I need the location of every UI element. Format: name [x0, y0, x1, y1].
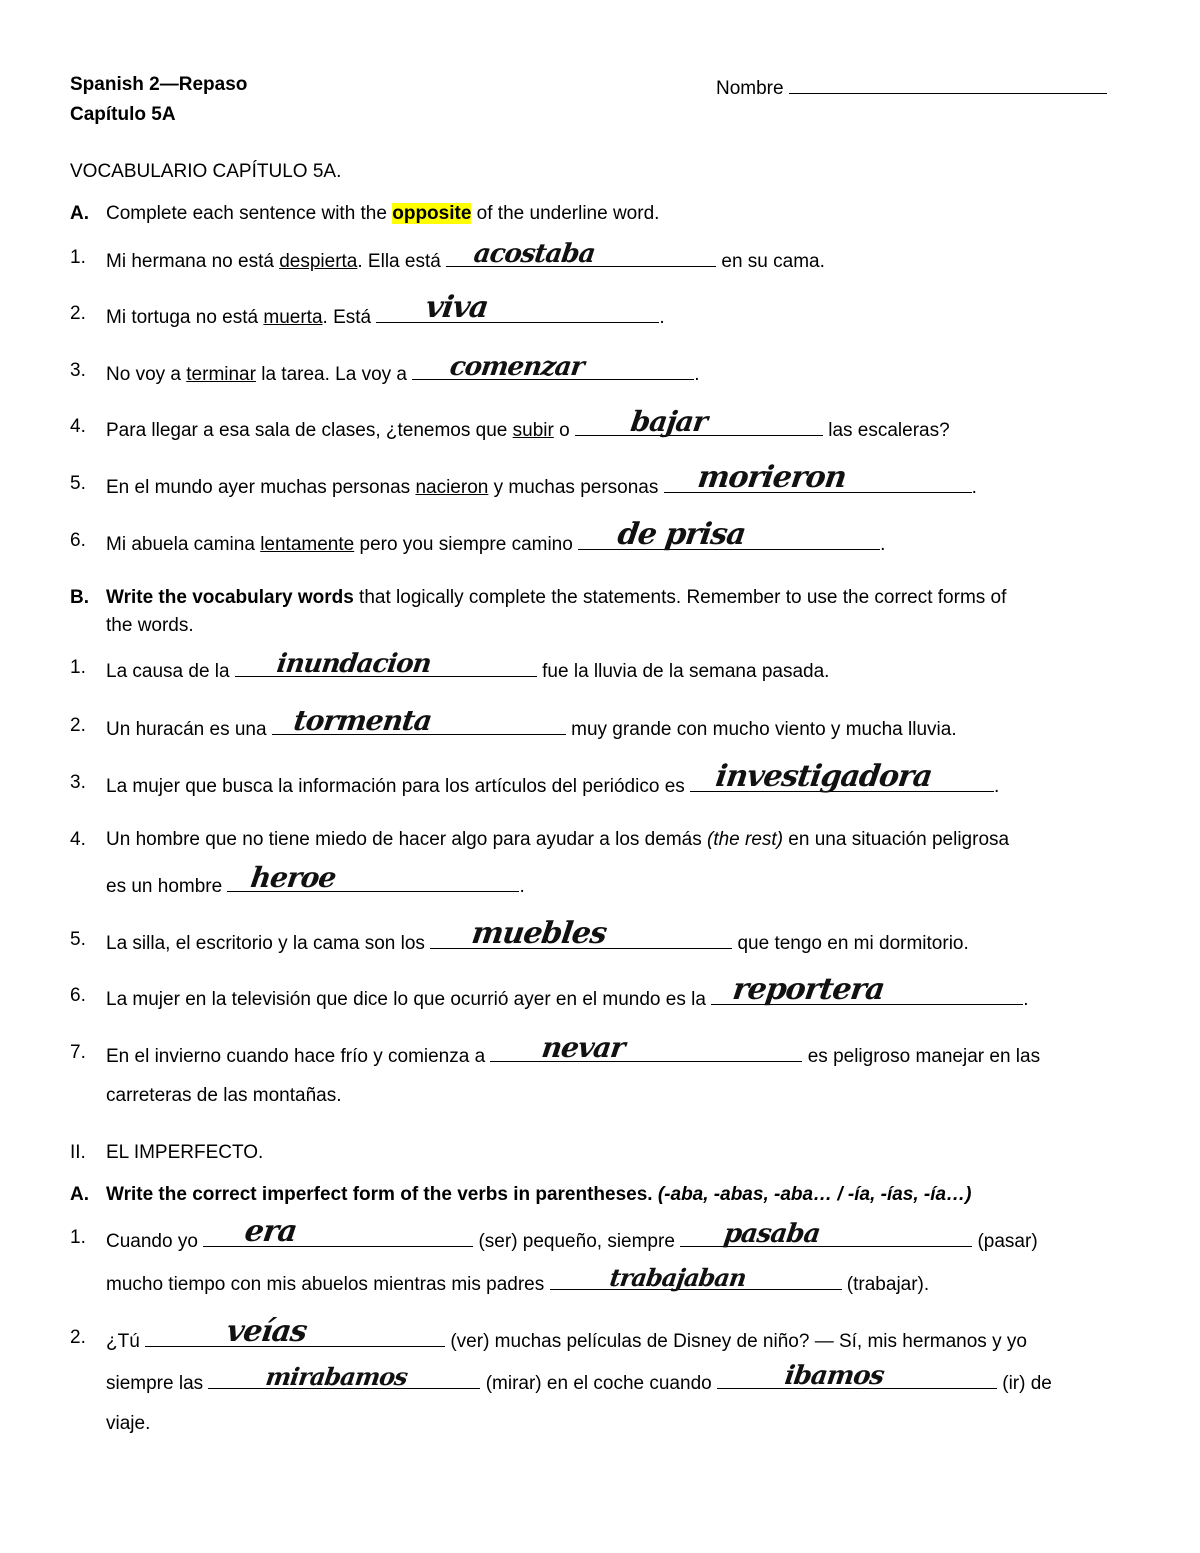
- vocabA-item-1: 1. Mi hermana no está despierta. Ella está acostaba en su cama.: [70, 239, 825, 272]
- vocabA-item-5: 5. En el mundo ayer muchas personas nacieron y muchas personas morieron .: [70, 460, 977, 498]
- vocabA-item-6: 6. Mi abuela camina lentamente pero you siempre camino de prisa .: [70, 517, 886, 555]
- answer-blank[interactable]: [550, 1263, 842, 1292]
- name-label: Nombre: [716, 78, 784, 99]
- vocabB-item-3: 3. La mujer que busca la información para los artículos del periódico es investigadora .: [70, 759, 1000, 797]
- handwritten-answer: trabajaban: [607, 1263, 748, 1292]
- answer-blank[interactable]: [376, 290, 659, 325]
- highlight-opposite: opposite: [392, 203, 472, 224]
- answer-blank[interactable]: [717, 1361, 997, 1391]
- vocabB-item-2: 2. Un huracán es una tormenta muy grande con mucho viento y mucha lluvia.: [70, 704, 957, 740]
- vocabB-item-7: 7. En el invierno cuando hace frío y comienza a nevar es peligroso manejar en las: [70, 1031, 1041, 1067]
- handwritten-answer: pasaba: [722, 1219, 822, 1249]
- answer-blank[interactable]: [690, 759, 994, 794]
- chapter-title: Capítulo 5A: [70, 104, 176, 125]
- vocabB-item-4-line2: es un hombre heroe .: [106, 861, 525, 897]
- handwritten-answer: comenzar: [448, 352, 586, 382]
- handwritten-answer: muebles: [469, 916, 609, 951]
- handwritten-answer: viva: [423, 290, 491, 325]
- imperfect-item-2-line3: viaje.: [106, 1413, 151, 1434]
- answer-blank[interactable]: [235, 649, 537, 679]
- imperfect-section-title: II. EL IMPERFECTO.: [70, 1142, 264, 1163]
- answer-blank[interactable]: [578, 517, 880, 552]
- vocab-partA-instructions: A. Complete each sentence with the opposite of the underline word.: [70, 203, 660, 224]
- handwritten-answer: acostaba: [471, 239, 597, 269]
- answer-blank[interactable]: [446, 239, 716, 269]
- answer-blank[interactable]: [711, 972, 1023, 1007]
- imperfect-item-1: 1. Cuando yo era (ser) pequeño, siempre pasaba (pasar): [70, 1214, 1038, 1252]
- name-blank[interactable]: [789, 74, 1107, 94]
- vocabB-item-1: 1. La causa de la inundacion fue la lluvia de la semana pasada.: [70, 649, 830, 682]
- vocabA-item-2: 2. Mi tortuga no está muerta. Está viva .: [70, 290, 665, 328]
- answer-blank[interactable]: [664, 460, 972, 495]
- vocabA-item-3: 3. No voy a terminar la tarea. La voy a comenzar .: [70, 352, 700, 385]
- imperfect-item-2: 2. ¿Tú veías (ver) muchas películas de Disney de niño? — Sí, mis hermanos y yo: [70, 1314, 1027, 1352]
- answer-blank[interactable]: [575, 405, 823, 438]
- imperfect-item-2-line2: siempre las mirabamos (mirar) en el coche cuando ibamos (ir) de: [106, 1361, 1052, 1394]
- imperfect-item-1-line2: mucho tiempo con mis abuelos mientras mis padres trabajaban (trabajar).: [106, 1263, 930, 1295]
- handwritten-answer: de prisa: [615, 517, 748, 552]
- handwritten-answer: bajar: [628, 405, 710, 438]
- handwritten-answer: mirabamos: [264, 1362, 410, 1391]
- vocab-partB-instructions-line2: the words.: [106, 615, 194, 636]
- handwritten-answer: investigadora: [713, 759, 935, 794]
- handwritten-answer: nevar: [540, 1031, 628, 1064]
- answer-blank[interactable]: [145, 1314, 445, 1349]
- vocab-partB-instructions: B. Write the vocabulary words that logically complete the statements. Remember to use the correct forms of: [70, 587, 1007, 608]
- answer-blank[interactable]: [208, 1362, 480, 1391]
- answer-blank[interactable]: [203, 1214, 473, 1249]
- handwritten-answer: ibamos: [782, 1361, 886, 1391]
- imperfect-partA-instructions: A. Write the correct imperfect form of the verbs in parentheses. (-aba, -abas, -aba… / -ía, -ías, -ía…): [70, 1184, 972, 1205]
- answer-blank[interactable]: [490, 1031, 802, 1064]
- handwritten-answer: heroe: [249, 861, 339, 894]
- vocab-section-title: VOCABULARIO CAPÍTULO 5A.: [70, 161, 342, 182]
- answer-blank[interactable]: [430, 916, 732, 951]
- answer-blank[interactable]: [680, 1219, 972, 1249]
- handwritten-answer: inundacion: [274, 649, 433, 679]
- vocabA-item-4: 4. Para llegar a esa sala de clases, ¿tenemos que subir o bajar las escaleras?: [70, 405, 950, 441]
- handwritten-answer: reportera: [730, 972, 887, 1007]
- handwritten-answer: veías: [224, 1314, 309, 1349]
- handwritten-answer: era: [242, 1214, 299, 1249]
- handwritten-answer: tormenta: [291, 704, 434, 737]
- handwritten-answer: morieron: [695, 460, 848, 495]
- answer-blank[interactable]: [272, 704, 566, 737]
- vocabB-item-4: 4. Un hombre que no tiene miedo de hacer algo para ayudar a los demás (the rest) en una situación peligrosa: [70, 829, 1010, 850]
- vocabB-item-7-line2: carreteras de las montañas.: [106, 1085, 342, 1106]
- vocabB-item-6: 6. La mujer en la televisión que dice lo que ocurrió ayer en el mundo es la reportera .: [70, 972, 1029, 1010]
- answer-blank[interactable]: [412, 352, 694, 382]
- vocabB-item-5: 5. La silla, el escritorio y la cama son los muebles que tengo en mi dormitorio.: [70, 916, 969, 954]
- name-field[interactable]: [716, 74, 1107, 100]
- course-title: Spanish 2—Repaso: [70, 74, 248, 95]
